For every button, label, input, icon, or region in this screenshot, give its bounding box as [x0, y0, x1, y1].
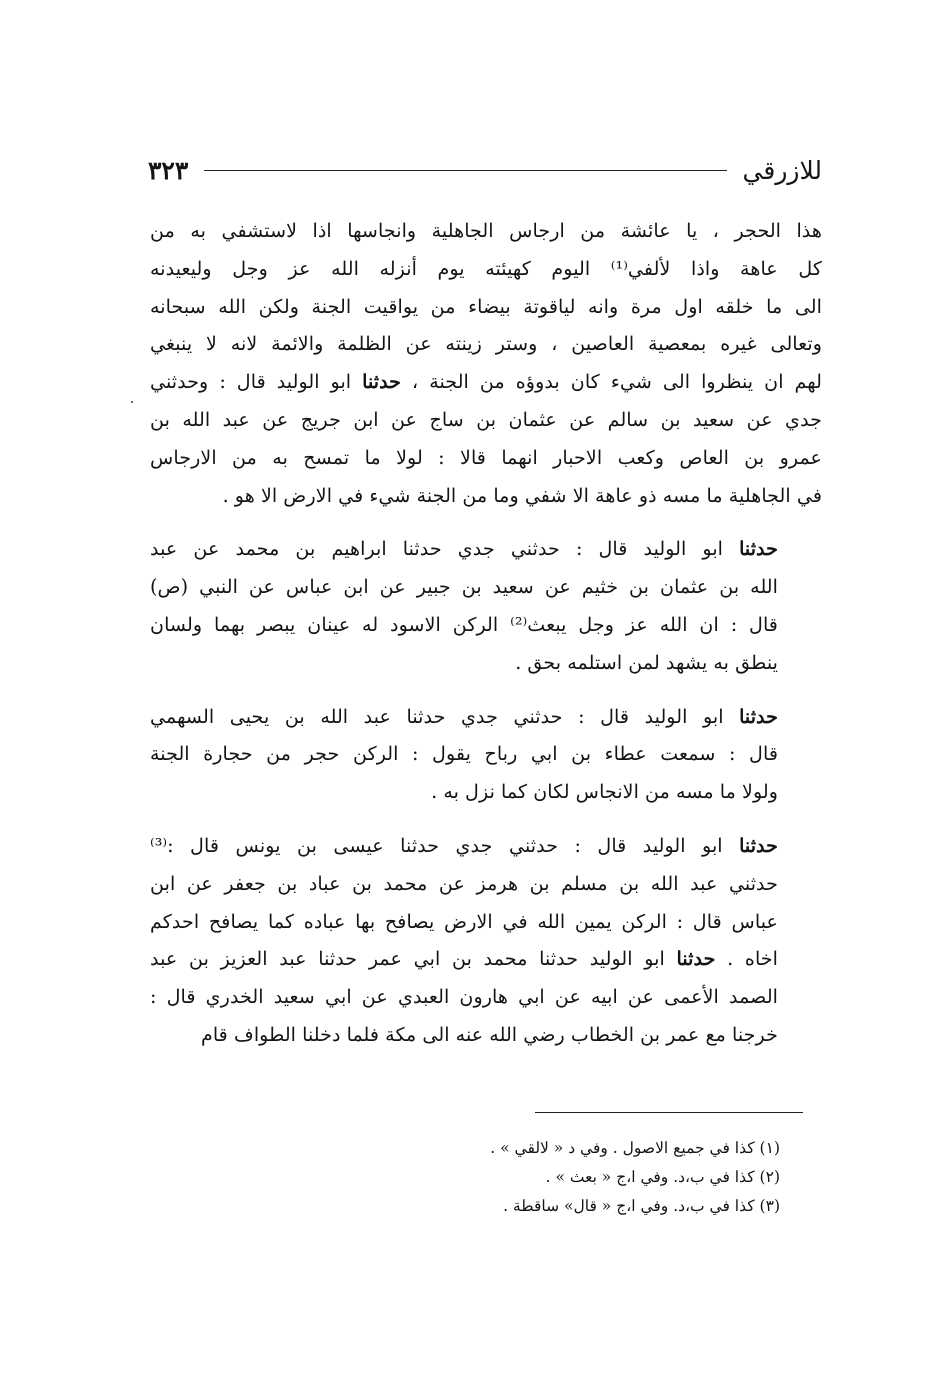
- text-line: [150, 644, 822, 682]
- text-segment: حدثني عبد الله بن مسلم بن هرمز عن محمد بن عباد بن جعفر عن ابن: [150, 871, 778, 895]
- bold-keyword: حدثنا: [739, 537, 778, 561]
- text-segment: ابو الوليد قال : حدثني جدي حدثنا ابراهيم بن محمد عن عبد: [150, 537, 740, 561]
- paragraph: [150, 827, 822, 1054]
- footnotes: [300, 1134, 780, 1221]
- text-segment: في الجاهلية ما مسه ذو عاهة الا شفي وما من الجنة شيء في الارض الا هو .: [222, 483, 822, 507]
- text-segment: ولولا ما مسه من الانجاس لكان كما نزل به .: [431, 780, 778, 804]
- text-line: [150, 530, 822, 568]
- text-line: [150, 940, 822, 978]
- text-segment: ابو الوليد قال : حدثني جدي حدثنا عبد الله بن يحيى السهمي: [150, 704, 740, 728]
- text-segment: لهم ان ينظروا الى شيء كان بدوؤه من الجنة ،: [401, 370, 822, 394]
- footnote-separator: [535, 1112, 803, 1113]
- paragraph: [150, 212, 822, 514]
- text-line: [150, 773, 822, 811]
- text-line: [150, 903, 822, 941]
- header-rule: [204, 170, 726, 171]
- text-line: [150, 735, 822, 773]
- text-line: [150, 477, 822, 515]
- text-segment: ⁽¹⁾: [610, 256, 628, 280]
- scan-speck: [131, 401, 133, 403]
- text-segment: اليوم كهيئته يوم أنزله الله عز وجل وليعيدنه: [150, 256, 611, 280]
- text-segment: ابو الوليد قال : وحدثني: [150, 370, 363, 394]
- text-segment: كل عاهة واذا لألفي: [627, 256, 823, 280]
- text-segment: قال : ان الله عز وجل يبعث: [527, 612, 778, 636]
- text-line: [150, 325, 822, 363]
- text-segment: قال : سمعت عطاء بن ابي رباح يقول : الركن حجر من حجارة الجنة: [150, 742, 778, 766]
- bold-keyword: حدثنا: [676, 947, 716, 971]
- text-segment: ⁽³⁾: [150, 833, 168, 857]
- text-line: [150, 439, 822, 477]
- text-line: [150, 212, 822, 250]
- text-line: [150, 1016, 822, 1054]
- footnote: (٣) كذا في ب،د. وفي ا،ج « قال» ساقطة .: [503, 1197, 780, 1215]
- bold-keyword: حدثنا: [739, 704, 778, 728]
- text-line: [150, 698, 822, 736]
- text-segment: عباس قال : الركن يمين الله في الارض يصافح بها عباده كما يصافح احدكم: [150, 909, 778, 933]
- text-line: [150, 401, 822, 439]
- text-segment: جدي عن سعيد بن سالم عن عثمان بن ساج عن ابن جريج عن عبد الله بن: [150, 407, 822, 431]
- bold-keyword: حدثنا: [362, 370, 402, 394]
- text-segment: هذا الحجر ، يا عائشة من ارجاس الجاهلية وانجاسها اذا لاستشفي به من: [150, 219, 822, 242]
- text-segment: الى ما خلقه اول مرة وانه لياقوتة بيضاء من يواقيت الجنة ولكن الله سبحانه: [150, 294, 822, 318]
- bold-keyword: حدثنا: [739, 833, 778, 857]
- paragraph: [150, 698, 822, 811]
- text-segment: عمرو بن العاص وكعب الاحبار انهما قالا : لولا ما تمسح به من الارجاس: [150, 445, 822, 469]
- text-line: [150, 865, 822, 903]
- text-segment: خرجنا مع عمر بن الخطاب رضي الله عنه الى مكة فلما دخلنا الطواف قام: [200, 1022, 778, 1046]
- text-line: [150, 978, 822, 1016]
- footnote: (٢) كذا في ب،د. وفي ا،ج « بعث » .: [545, 1168, 780, 1186]
- paragraph: [150, 530, 822, 681]
- text-line: [150, 363, 822, 401]
- running-head: للازرقي: [742, 155, 822, 185]
- text-segment: اخاه .: [715, 947, 778, 971]
- text-line: [150, 568, 822, 606]
- text-segment: ابو الوليد قال : حدثني جدي حدثنا عيسى بن يونس قال :: [167, 833, 740, 857]
- text-segment: ينطق به يشهد لمن استلمه بحق .: [515, 650, 778, 674]
- text-segment: وتعالى غيره بمعصية العاصين ، وستر زينته عن الظلمة والائمة لانه لا ينبغي: [150, 332, 822, 356]
- footnote: (١) كذا في جميع الاصول . وفي د « لالقي » .: [490, 1139, 780, 1157]
- text-segment: ⁽²⁾: [510, 612, 528, 636]
- text-segment: الركن الاسود له عينان يبصر بهما ولسان: [150, 612, 511, 636]
- main-text: [150, 212, 822, 1070]
- text-segment: ابو الوليد حدثنا محمد بن ابي عمر حدثنا عبد العزيز بن عبد: [150, 947, 677, 971]
- text-line: [150, 250, 822, 288]
- text-segment: الله بن عثمان بن خثيم عن سعيد بن جبير عن ابن عباس عن النبي (ص): [150, 575, 778, 599]
- page-header: [148, 150, 822, 190]
- text-line: [150, 288, 822, 326]
- page-number: ٣٢٣: [148, 155, 189, 185]
- text-line: [150, 827, 822, 865]
- text-segment: الصمد الأعمى عن ابيه عن ابي هارون العبدي عن ابي سعيد الخدري قال :: [150, 985, 778, 1009]
- text-line: [150, 606, 822, 644]
